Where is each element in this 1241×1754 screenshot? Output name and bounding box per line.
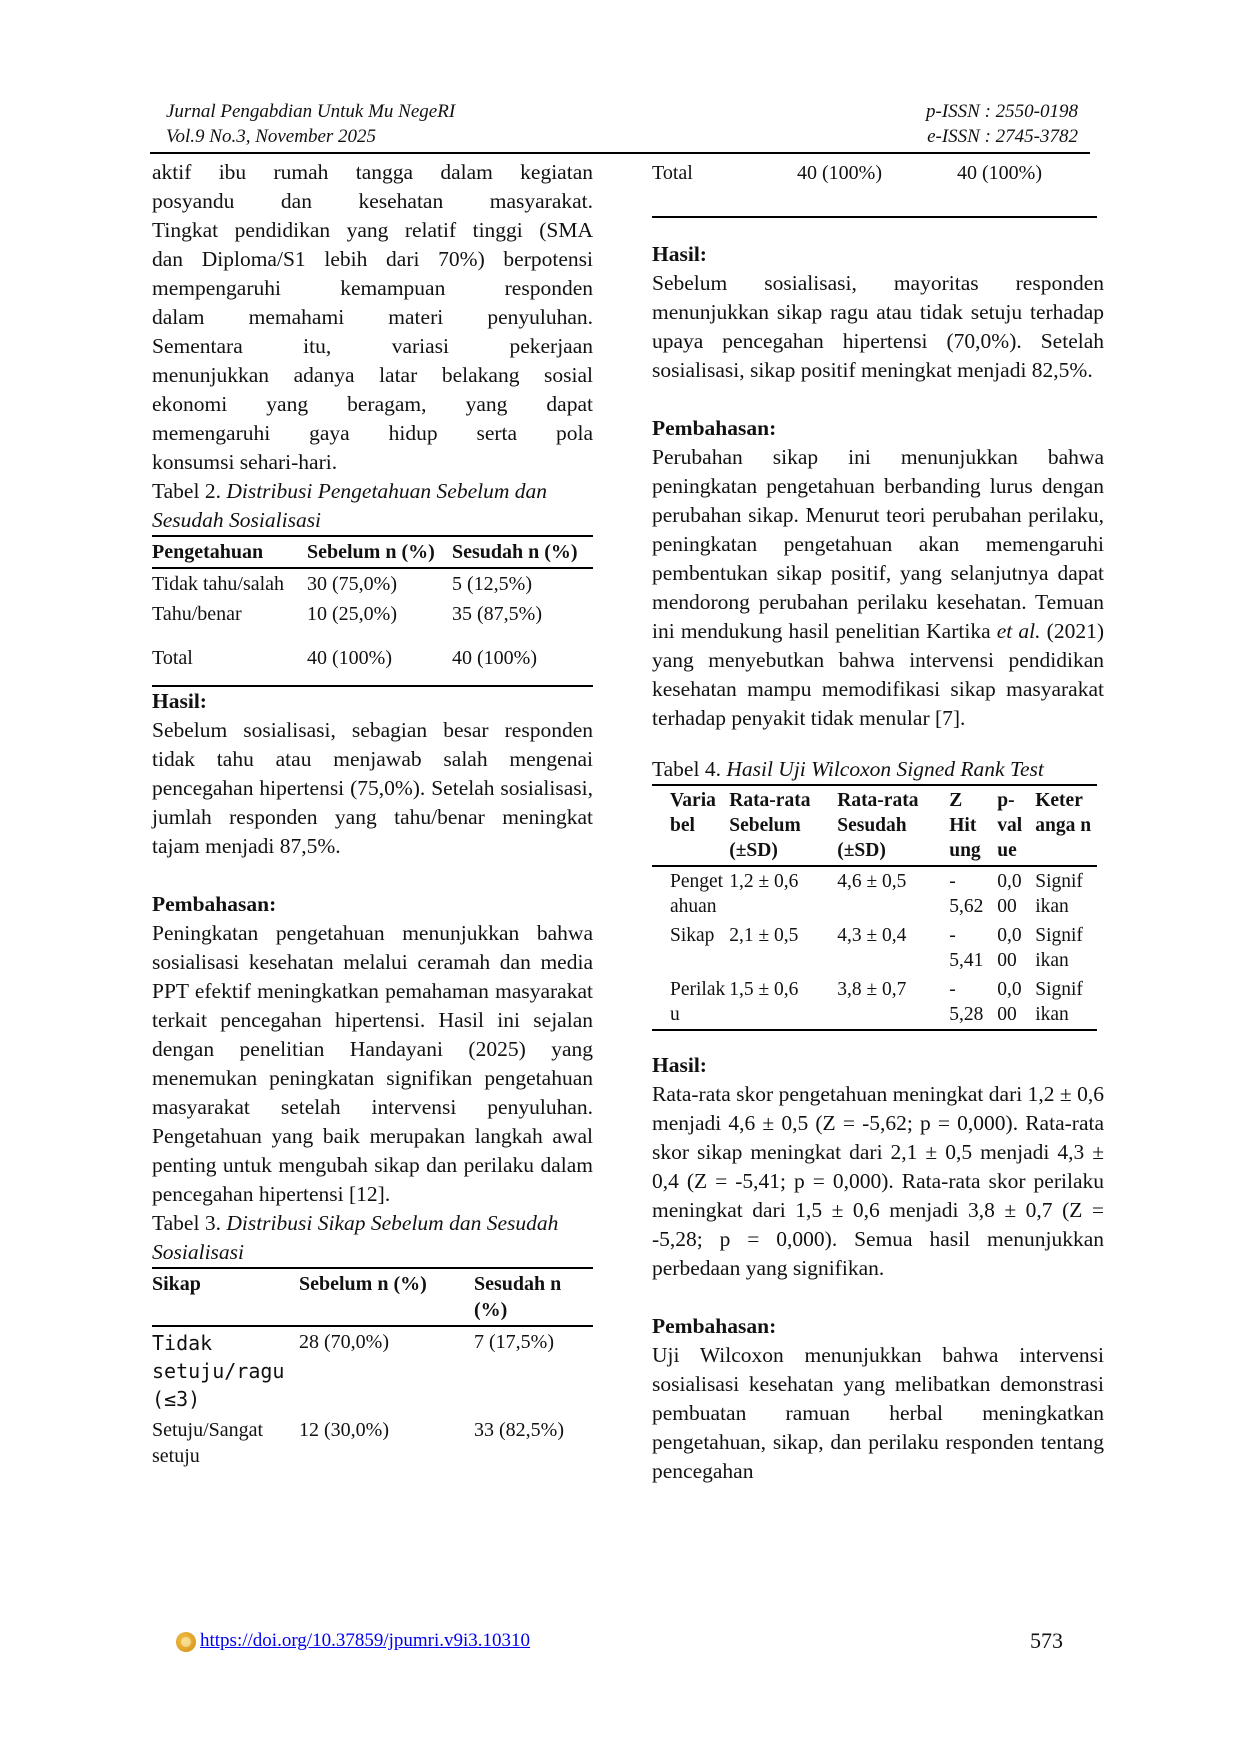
table-cell: 40 (100%) (797, 162, 882, 184)
table-cell: Signif ikan (1035, 925, 1083, 971)
intro-line: memengaruhi gaya hidup serta pola (152, 421, 593, 445)
left-column (152, 158, 593, 1471)
intro-line: dan Diploma/S1 lebih dari 70%) berpotensi (152, 247, 593, 271)
pembahasan-heading: Pembahasan: (652, 1314, 777, 1338)
pembahasan-paragraph: Peningkatan pengetahuan menunjukkan bahwa sosialisasi kesehatan melalui ceramah dan media PPT efektif meningkatkan pemahaman masyarakat terkait pencegahan hipertensi. Hasil ini sejalan dengan penelitian Handayani (2025) yang menemukan peningkatan signifikan pengetahuan masyarakat setelah intervensi penyuluhan. Pengetahuan yang baik merupakan langkah awal penting untuk mengubah sikap dan perilaku dalam pencegahan hipertensi [12]. (152, 921, 593, 1206)
hasil-heading: Hasil: (652, 242, 707, 266)
p-issn: p-ISSN : 2550-0198 (926, 101, 1078, 122)
pembahasan-heading: Pembahasan: (152, 892, 277, 916)
intro-line: posyandu dan kesehatan masyarakat. (152, 189, 593, 213)
right-column (652, 158, 1104, 1486)
intro-line: dalam memahami materi penyuluhan. (152, 305, 593, 329)
intro-line: Sementara itu, variasi pekerjaan (152, 334, 593, 358)
intro-line: mempengaruhi kemampuan responden (152, 276, 593, 300)
table-cell: Setuju/Sangat setuju (152, 1419, 264, 1467)
table-cell: - 5,28 (949, 979, 984, 1025)
pembahasan-text-part: (2021) yang menyebutkan bahwa intervensi pendidikan kesehatan mampu memodifikasi sikap masyarakat terhadap penyakit tidak menular [7]. (652, 619, 1104, 730)
table-cell: 10 (25,0%) (307, 603, 397, 625)
pembahasan-paragraph: Uji Wilcoxon menunjukkan bahwa intervensi sosialisasi kesehatan yang melibatkan demonstrasi pembuatan ramuan herbal meningkatkan pengetahuan, sikap, dan perilaku responden tentang pencegahan (652, 1343, 1104, 1483)
doi-icon (176, 1632, 196, 1652)
intro-line: konsumsi sehari-hari. (152, 450, 338, 474)
table-cell: 7 (17,5%) (474, 1331, 554, 1353)
table3-header: Sikap (152, 1273, 201, 1295)
table2-header: Sebelum n (%) (307, 541, 435, 563)
table4-header: Rata-rata Sebelum (±SD) (729, 790, 811, 861)
table-row (152, 1415, 593, 1471)
table4-header: Z Hit ung (949, 790, 981, 861)
table-row (652, 975, 1097, 1030)
table4-caption-prefix: Tabel 4. (652, 757, 721, 781)
table3-caption-title: Distribusi Sikap Sebelum dan Sesudah Sosialisasi (152, 1211, 559, 1264)
table4 (652, 784, 1097, 1031)
table2-header: Pengetahuan (152, 541, 264, 563)
table2-caption-prefix: Tabel 2. (152, 479, 221, 503)
table-cell: - 5,41 (949, 925, 984, 971)
table-cell: 40 (100%) (452, 647, 537, 669)
table-cell: 3,8 ± 0,7 (837, 979, 907, 1000)
table3-header-row (152, 1268, 593, 1326)
table4-header-row (652, 785, 1097, 866)
intro-paragraph (152, 158, 593, 477)
intro-line: aktif ibu rumah tangga dalam kegiatan (152, 160, 593, 184)
table-cell: Signif ikan (1035, 979, 1083, 1025)
pembahasan-text-part: Perubahan sikap ini menunjukkan bahwa peningkatan pengetahuan berbanding lurus dengan perubahan sikap. Menurut teori perubahan perilaku, peningkatan pengetahuan akan memengaruhi pembentukan sikap positif, yang selanjutnya dapat mendorong perubahan perilaku kesehatan. Temuan ini mendukung hasil penelitian Kartika (652, 445, 1104, 643)
hasil-paragraph: Sebelum sosialisasi, mayoritas responden menunjukkan sikap ragu atau tidak setuju terhadap upaya pencegahan hipertensi (70,0%). Setelah sosialisasi, sikap positif meningkat menjadi 82,5%. (652, 271, 1104, 382)
table4-header: Rata-rata Sesudah (±SD) (837, 790, 919, 861)
table2-header: Sesudah n (%) (452, 541, 578, 563)
table-cell: 40 (100%) (957, 162, 1042, 184)
table-row (152, 599, 593, 643)
table-cell: Total (652, 162, 693, 184)
table-cell: 4,3 ± 0,4 (837, 925, 907, 946)
page-number: 573 (1030, 1628, 1063, 1653)
table-row (652, 921, 1097, 975)
table-row (652, 158, 1097, 217)
table-cell: 0,0 00 (997, 925, 1022, 971)
table3-header: Sebelum n (%) (299, 1273, 427, 1295)
journal-title: Jurnal Pengabdian Untuk Mu NegeRI (166, 101, 456, 122)
intro-line: ekonomi yang beragam, yang dapat (152, 392, 593, 416)
issn-header (858, 99, 1078, 149)
doi-footer (176, 1630, 530, 1652)
table-row (152, 643, 593, 686)
table-cell: 0,0 00 (997, 979, 1022, 1025)
table-cell: 1,2 ± 0,6 (729, 871, 799, 892)
table3-continued (652, 158, 1097, 218)
hasil-paragraph: Rata-rata skor pengetahuan meningkat dari 1,2 ± 0,6 menjadi 4,6 ± 0,5 (Z = -5,62; p = 0,000). Rata-rata skor sikap meningkat dari 2,1 ± 0,5 menjadi 4,3 ± 0,4 (Z = -5,41; p = 0,000). Rata-rata skor perilaku meningkat dari 1,5 ± 0,6 menjadi 3,8 ± 0,7 (Z = -5,28; p = 0,000). Semua hasil menunjukkan perbedaan yang signifikan. (652, 1082, 1104, 1280)
table-cell: 12 (30,0%) (299, 1419, 389, 1441)
table2-caption (152, 477, 593, 535)
table-cell: Penget ahuan (670, 871, 724, 917)
table3-header: Sesudah n (%) (474, 1273, 562, 1321)
table4-header: Keter anga n (1035, 790, 1092, 836)
journal-volume: Vol.9 No.3, November 2025 (166, 126, 377, 147)
table4-header: Varia bel (670, 790, 716, 836)
table3-caption-prefix: Tabel 3. (152, 1211, 221, 1235)
e-issn: e-ISSN : 2745-3782 (927, 126, 1078, 147)
hasil-heading: Hasil: (652, 1053, 707, 1077)
hasil-paragraph: Sebelum sosialisasi, sebagian besar responden tidak tahu atau menjawab salah mengenai pencegahan hipertensi (75,0%). Setelah sosialisasi, jumlah responden yang tahu/benar meningkat tajam menjadi 87,5%. (152, 718, 593, 858)
table-cell: 4,6 ± 0,5 (837, 871, 907, 892)
table4-header: p- val ue (997, 790, 1023, 861)
pembahasan-heading: Pembahasan: (652, 416, 777, 440)
journal-header (166, 99, 455, 149)
table-cell: Total (152, 647, 193, 669)
table-cell: 0,0 00 (997, 871, 1022, 917)
et-al: et al. (996, 619, 1041, 643)
table-cell: Signif ikan (1035, 871, 1083, 917)
table-row (652, 866, 1097, 921)
table-cell: - 5,62 (949, 871, 984, 917)
table2-header-row (152, 536, 593, 568)
table4-caption-title: Hasil Uji Wilcoxon Signed Rank Test (726, 757, 1044, 781)
table-cell: 40 (100%) (307, 647, 392, 669)
table-cell: Tahu/benar (152, 603, 242, 625)
table-cell: Tidak setuju/ragu (≤3) (152, 1331, 285, 1411)
table-cell: 1,5 ± 0,6 (729, 979, 799, 1000)
table2-caption-title: Distribusi Pengetahuan Sebelum dan Sesudah Sosialisasi (152, 479, 548, 532)
hasil-heading: Hasil: (152, 689, 207, 713)
table-cell: 35 (87,5%) (452, 603, 542, 625)
doi-link[interactable]: https://doi.org/10.37859/jpumri.v9i3.10310 (200, 1630, 531, 1651)
intro-line: menunjukkan adanya latar belakang sosial (152, 363, 593, 387)
table3-caption (152, 1209, 593, 1267)
table3 (152, 1267, 593, 1471)
table-row (152, 1326, 593, 1415)
header-divider (150, 152, 1090, 154)
table-cell: 28 (70,0%) (299, 1331, 389, 1353)
table-row (152, 568, 593, 599)
pembahasan-paragraph (652, 443, 1104, 733)
table4-caption (652, 755, 1104, 784)
table-cell: 30 (75,0%) (307, 573, 397, 595)
table-cell: Sikap (670, 925, 715, 946)
intro-line: Tingkat pendidikan yang relatif tinggi (SMA (152, 218, 593, 242)
table2 (152, 535, 593, 687)
table-cell: 33 (82,5%) (474, 1419, 564, 1441)
table-cell: Tidak tahu/salah (152, 573, 285, 595)
table-cell: Perilak u (670, 979, 726, 1025)
table-cell: 2,1 ± 0,5 (729, 925, 799, 946)
table-cell: 5 (12,5%) (452, 573, 532, 595)
